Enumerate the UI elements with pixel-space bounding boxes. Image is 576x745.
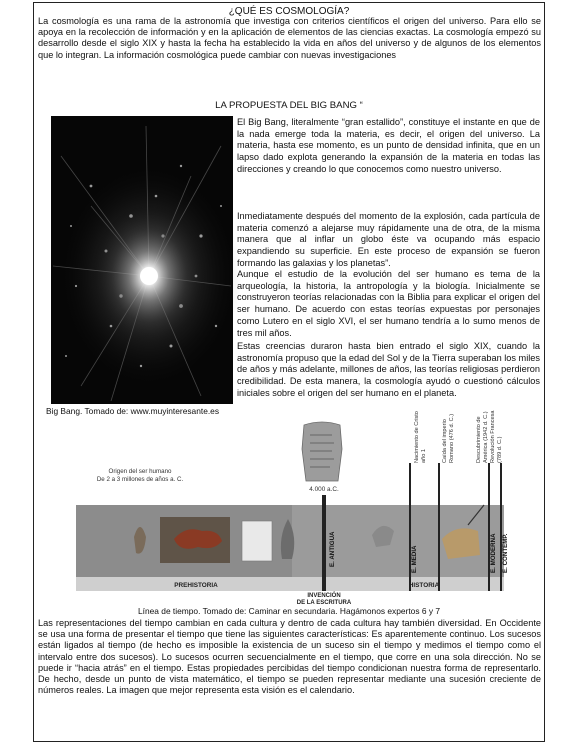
closing-paragraph: Las representaciones del tiempo cambian en cada cultura y dentro de cada cultura hay también diversidad. En Occidente se usa una forma de presentar el tiempo que tiene las siguientes características: Es aparentemente continuo. Los sucesos están ligados al tiempo (de hecho es imposible la existencia de un suceso sin el tiempo y medimos el tiempo como el intervalo entre dos sucesos). Lo sucesos ocurren secuencialmente en el tiempo, que corre en una sola dirección. No se puede ir “hacia atrás” en el tiempo. Estas propiedades percibidas del tiempo condicionan nuestra forma de representarlo. De hecho, desde un punto de vista matemático, el tiempo se pueden representar mediante una sucesión creciente de números reales. La imagen que mejor representa esta visión es el calendario. — [38, 618, 541, 696]
marker-imperio — [438, 463, 440, 591]
paragraph-3: Aunque el estudio de la evolución del ser humano es tema de la arqueología, la historia, la antropología y la biología. Inicialmente se construyeron teorías relacionadas con la Biblia para explicar el origen del ser humano. De acuerdo con estas teorías expuestas por personajes como Lutero en el siglo XVI, el ser humano tendría a lo sumo menos de tres mil años. — [237, 269, 540, 338]
paragraph-2: Inmediatamente después del momento de la explosión, cada partícula de materia comenzó a alejarse muy rápidamente una de otra, de la misma manera que al inflar un globo éste va ocupando más espacio expandiendo su superficie. En este proceso de expansión se fueron formando las galaxias y los planetas”. — [237, 211, 540, 268]
america-label-1: Descubrimiento de — [476, 416, 482, 463]
section-subtitle: LA PROPUESTA DEL BIG BANG “ — [215, 100, 363, 111]
era-antigua-label: E. ANTIGUA — [329, 531, 336, 567]
invencion-label-1: INVENCIÓN — [307, 593, 341, 599]
big-bang-illustration — [51, 116, 233, 404]
invencion-label-2: DE LA ESCRITURA — [296, 600, 352, 606]
cristo-label-1: Nacimiento de Cristo — [414, 411, 420, 463]
origin-label-2: De 2 a 3 millones de años a. C. — [96, 476, 184, 483]
big-bang-image — [51, 116, 233, 404]
cristo-label-2: año 1 — [421, 449, 427, 463]
america-label-2: América (1942 d. C.) — [483, 411, 489, 463]
prehistoria-label: PREHISTORIA — [174, 582, 218, 589]
timeline-caption: Línea de tiempo. Tomado de: Caminar en secundaria. Hagámonos expertos 6 y 7 — [138, 606, 440, 616]
paragraph-4: Estas creencias duraron hasta bien entrado el siglo XIX, cuando la astronomía propuso que la edad del Sol y de la Tierra superaban los miles de años y más adelante, millones de años, las teorías religiosas perdieron credibilidad. De esta manera, la cosmología ayudó o cuestionó cálculos iniciales sobre el origen del ser humano en el planeta. — [237, 341, 540, 398]
imperio-label-1: Caída del imperio — [442, 419, 448, 463]
era-media-label: E. MEDIA — [411, 545, 418, 573]
paragraph-1: El Big Bang, literalmente “gran estallido”, constituye el instante en que de la nada emerge toda la materia, es decir, el origen del universo. La materia, hasta ese momento, es un punto de densidad infinita, que en un lapso dado explota generando la expansión de la materia en todas las direcciones y creando lo que conocemos como nuestro universo. — [237, 117, 540, 174]
revolucion-label-2: (789 d. C.) — [497, 436, 503, 463]
timeline-figure — [76, 410, 509, 606]
imperio-label-2: Romano (476 d. C.) — [449, 413, 455, 463]
timeline-illustration — [76, 410, 509, 606]
cave-painting-icon — [160, 517, 230, 563]
hunter-figure-icon — [242, 521, 272, 561]
origin-label-1: Origen del ser humano — [108, 468, 172, 475]
intro-paragraph: La cosmología es una rama de la astronomía que investiga con criterios científicos el origen del universo. Para ello se apoya en la recolección de información y en la aplicación de elementos de las ciencias exactas. La cosmología empezó su desarrollo desde el siglo XIX y hasta la fecha ha establecido la vida en años del universo y de algunos de los elementos que lo integran. La información cosmológica puede cambiar con nuevas investigaciones — [38, 16, 541, 60]
page-title: ¿QUÉ ES COSMOLOGÍA? — [228, 6, 350, 17]
marker-escritura — [322, 495, 326, 591]
stone-tablet-icon — [302, 422, 342, 481]
historia-label: HISTORIA — [408, 582, 440, 589]
document-page — [33, 2, 545, 742]
era-moderna-label: E. MODERNA — [490, 533, 497, 573]
year-4000-label: 4.000 a.C. — [309, 486, 339, 493]
image-caption: Big Bang. Tomado de: www.muyinteresante.es — [46, 406, 220, 416]
era-contemp-label: E. CONTEMP. — [502, 533, 509, 573]
revolucion-label-1: Revolución Francesa — [490, 410, 496, 463]
